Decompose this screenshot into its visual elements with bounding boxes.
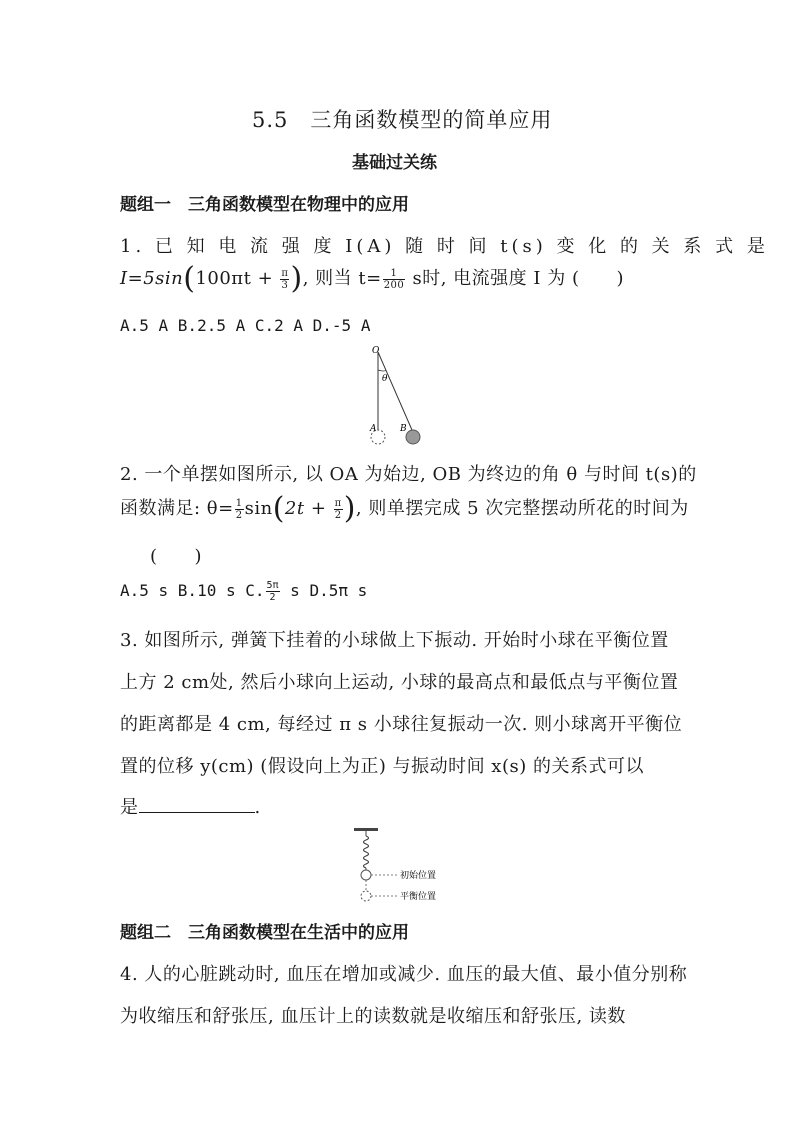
q2-sin: sin: [244, 498, 273, 519]
q3-line2: 上方 2 cm处, 然后小球向上运动, 小球的最高点和最低点与平衡位置: [120, 672, 679, 693]
section-heading-group2: 题组二 三角函数模型在生活中的应用: [120, 923, 409, 943]
q2-line2-prefix: 函数满足: θ=: [120, 498, 234, 519]
label-theta: θ: [382, 374, 388, 384]
q1-tail-text: s时, 电流强度 I 为 ( ): [406, 268, 625, 289]
label-o: O: [372, 346, 380, 356]
q2-choices: [120, 580, 367, 603]
q2-choice-a-b: A.5 s B.10 s C.: [120, 581, 265, 600]
q1-formula-prefix: I=5sin: [120, 268, 184, 289]
spring-coil: [364, 836, 369, 868]
ball-initial: [361, 870, 371, 880]
q1-choices: A.5 A B.2.5 A C.2 A D.-5 A: [120, 316, 371, 335]
q1-fraction-t: $\frac{1}{200}$: [383, 267, 405, 291]
q3-line5: [120, 793, 261, 819]
page-title: 5.5 三角函数模型的简单应用: [252, 108, 553, 132]
q2-fraction-pi-2: $\frac{\pi}{2}$: [334, 497, 342, 521]
label-a: A: [370, 424, 377, 434]
q2-fraction-5pi-2: $\frac{5\pi}{2}$: [266, 580, 279, 603]
page-subtitle: 基础过关练: [352, 153, 437, 173]
pendulum-string: [378, 352, 412, 430]
q2-close-paren: ): [343, 491, 356, 526]
q2-line1: 2. 一个单摆如图所示, 以 OA 为始边, OB 为终边的角 θ 与时间 t(s)的: [120, 464, 697, 485]
q4-line2: 为收缩压和舒张压, 血压计上的读数就是收缩压和舒张压, 读数: [120, 1006, 626, 1027]
answer-blank[interactable]: [139, 796, 255, 813]
pendulum-figure: [364, 340, 426, 450]
q1-formula-inner: 100πt +: [195, 268, 280, 289]
label-balance-position: 平衡位置: [400, 892, 437, 902]
q3-line5-suffix: .: [254, 797, 261, 818]
q2-formula-line: [120, 491, 689, 526]
q1-open-paren: (: [183, 261, 196, 296]
spring-figure: [350, 826, 450, 906]
q2-open-paren: (: [272, 491, 285, 526]
q1-fraction-pi-3: $\frac{\pi}{3}$: [281, 267, 289, 291]
q3-line3: 的距离都是 4 cm, 每经过 π s 小球往复振动一次. 则小球离开平衡位: [120, 714, 683, 735]
q3-line1: 3. 如图所示, 弹簧下挂着的小球做上下振动. 开始时小球在平衡位置: [120, 630, 669, 651]
q3-line4: 置的位移 y(cm) (假设向上为正) 与振动时间 x(s) 的关系式可以: [120, 756, 644, 777]
q1-close-paren: ): [290, 261, 303, 296]
q2-inner: 2t +: [284, 498, 333, 519]
q1-formula-line: [120, 261, 625, 296]
q3-line5-prefix: 是: [120, 797, 139, 818]
label-b: B: [400, 424, 407, 434]
q2-fraction-half: $\frac{1}{2}$: [235, 497, 243, 521]
angle-arc: [378, 370, 386, 371]
label-initial-position: 初始位置: [400, 871, 437, 881]
ball-balance: [361, 891, 371, 901]
ball-b: [406, 430, 420, 444]
spring-ceiling: [354, 828, 378, 831]
q4-line1: 4. 人的心脏跳动时, 血压在增加或减少. 血压的最大值、最小值分别称: [120, 964, 688, 985]
q1-line1: 1. 已 知 电 流 强 度 I(A) 随 时 间 t(s) 变 化 的 关 系 式 是: [120, 236, 769, 257]
section-heading-group1: 题组一 三角函数模型在物理中的应用: [120, 195, 409, 215]
q2-choice-rest: s D.5π s: [280, 581, 368, 600]
q2-answer-paren: ( ): [150, 546, 203, 567]
q1-mid-text: , 则当 t=: [302, 268, 382, 289]
q2-line2-tail: , 则单摆完成 5 次完整摆动所花的时间为: [355, 498, 689, 519]
